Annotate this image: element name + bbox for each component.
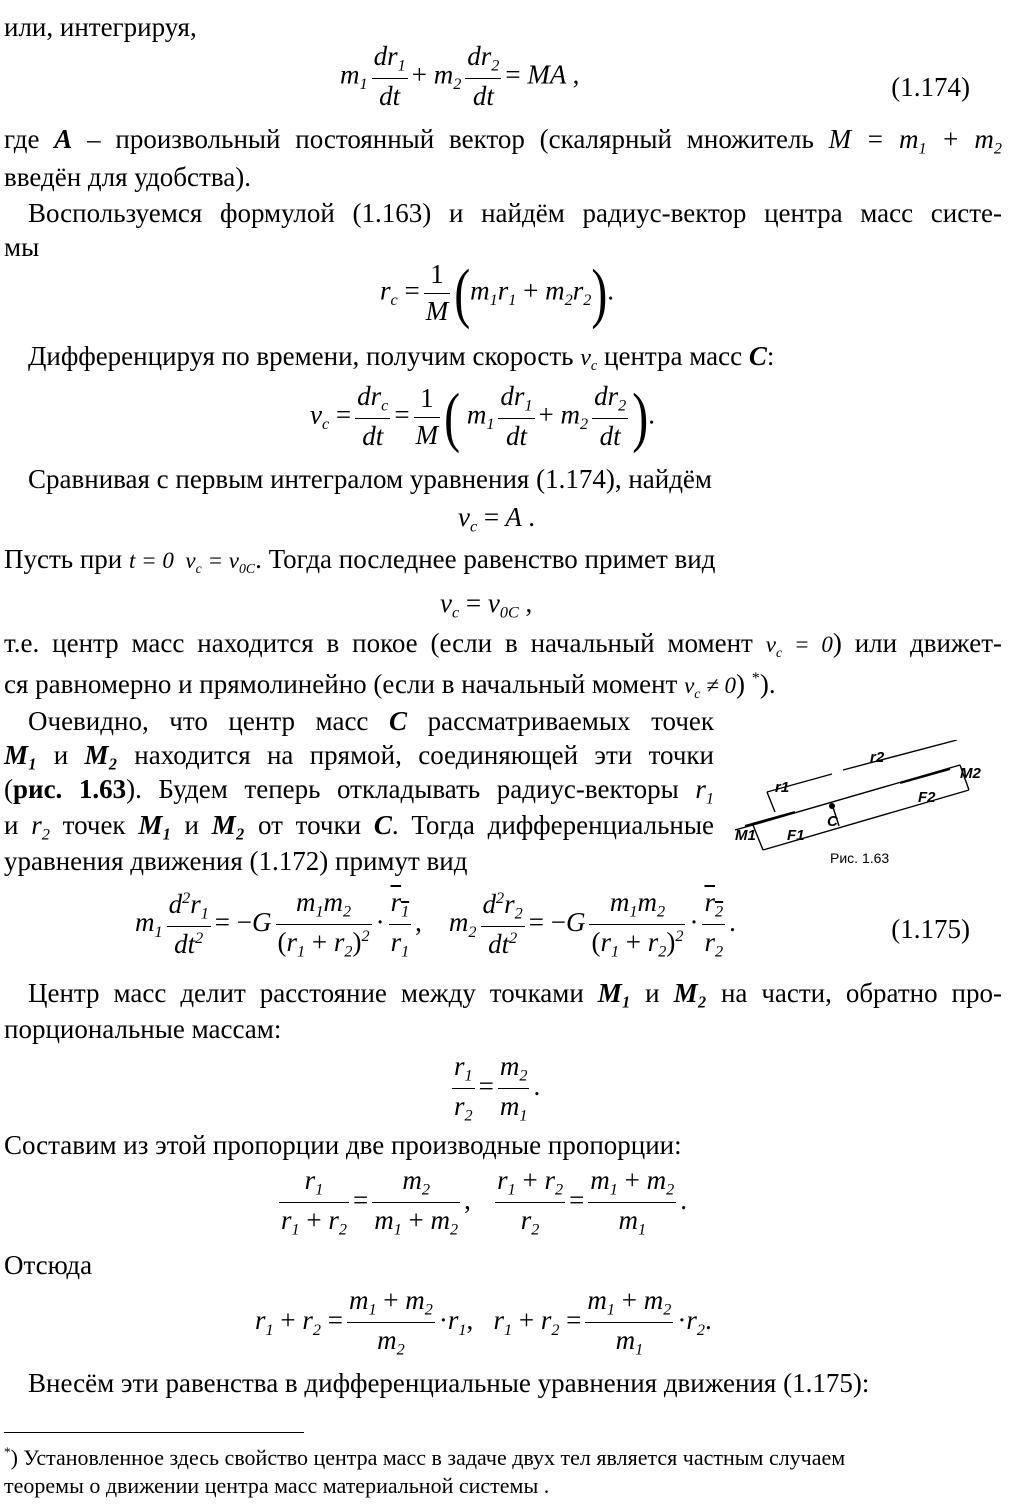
text-line: Внесём эти равенства в дифференциальные уравнения движения (1.175): — [28, 1368, 870, 1398]
text-line: Сравнивая с первым интегралом уравнения (1.174), найдём — [28, 464, 713, 494]
label-r2: r2 — [870, 749, 885, 766]
equation-rc: $r_c$ = $\frac{1}{M}$ $(m_1r_1 + m_2r_2)$. — [380, 256, 615, 331]
equation-vc: $v_c$ = $\frac{dr_c}{dt}$ = $\frac{1}{M}$ ( $m_1$ $\frac{dr_1}{dt}$ + $m_2$ $\frac{dr_2}{dt}$ ). — [310, 379, 655, 455]
figure-1-63 — [735, 740, 995, 870]
text-line: Очевидно, что центр масс C рассматриваемых точек — [28, 706, 714, 736]
text-line: где A – произвольный постоянный вектор (скалярный множитель $M = m_1 + m_2$ — [4, 124, 1002, 158]
label-M1: M1 — [735, 827, 756, 844]
label-F2: F2 — [918, 789, 936, 806]
label-C: C — [827, 813, 838, 830]
footnote-rule — [4, 1432, 304, 1433]
text-line: введён для удобства). — [4, 162, 251, 192]
text-line: Пусть при t = 0 $v_c = v_{0C}$. Тогда последнее равенство примет вид — [4, 544, 716, 576]
equation-vc-v0c: $v_c = v_{0C}$ , — [440, 588, 533, 622]
equation-ratio: $\frac{r_1}{r_2}$ = $\frac{m_2}{m_1}$ . — [454, 1051, 541, 1126]
text-line: Воспользуемся формулой (1.163) и найдём радиус-вектор центра масс систе- — [28, 198, 1002, 228]
text-line: Отсюда — [4, 1250, 93, 1280]
text-line: (рис. 1.63). Будем теперь откладывать радиус-векторы $r_1$ — [4, 774, 714, 808]
text-line: ся равномерно и прямолинейно (если в начальный момент $v_c \ne 0$) *). — [4, 669, 776, 701]
text-line: Дифференцируя по времени, получим скорость $v_c$ центра масс C: — [28, 341, 775, 375]
text-line — [4, 14, 197, 41]
text-line: Составим из этой пропорции две производные пропорции: — [4, 1130, 682, 1160]
text-line: мы — [4, 232, 40, 262]
figure-caption: Рис. 1.63 — [830, 850, 890, 866]
equation-number: (1.175) — [891, 914, 970, 944]
text-line: Центр масс делит расстояние между точками M₁ и M₂ на части, обратно про- — [28, 978, 1002, 1008]
footnote: *) Установленное здесь свойство центра масс в задаче двух тел является частным случаем теоремы о движении центра масс материальной системы . — [4, 1444, 846, 1498]
text-line: и $r_2$ точек M₁ и M₂ от точки C. Тогда дифференциальные — [4, 810, 715, 844]
text-line: уравнения движения (1.172) примут вид — [4, 846, 468, 876]
text-line: т.е. центр масс находится в покое (если в начальный момент $v_c = 0$) или движет- — [4, 628, 1002, 660]
label-F1: F1 — [787, 827, 805, 844]
equation-sums: $r_1 + r_2$ = $\frac{m_1 + m_2}{m_2}$ $\cdot r_1$, $r_1 + r_2$ = $\frac{m_1 + m_2}{m_1}$ $\cdot r_2$. — [255, 1285, 712, 1360]
equation-1-175: $m_1$ $\frac{d^2r_1}{dt^2}$ = −G $\frac{m_1m_2}{(r_1 + r_2)^2}$ · $\frac{r_1}{r_1}$ , $m_2$ $\frac{d^2r_2}{dt^2}$ = −G $\frac{m_1m_2}{(r_1 + r_2)^2}$ · $\frac{r_2}{r_2}$ . — [135, 887, 736, 962]
equation-derived-proportions: $\frac{r_1}{r_1 + r_2}$ = $\frac{m_2}{m_1 + m_2}$ , $\frac{r_1 + r_2}{r_2}$ = $\frac{m_1 + m_2}{m_1}$ . — [281, 1165, 687, 1240]
text-line: порциональные массам: — [4, 1014, 282, 1044]
label-M2: M2 — [960, 765, 981, 782]
label-r1: r1 — [775, 779, 790, 796]
equation-number: (1.174) — [891, 72, 970, 102]
text: или, интегрируя, — [4, 12, 197, 42]
equation-vc-A: $v_c = A$ . — [458, 502, 535, 536]
equation-1-174: $m_1$ $\frac{dr_1}{dt}$ + $m_2$ $\frac{dr_2}{dt}$ = MA , — [340, 41, 580, 112]
text-line: M₁ и M₂ находится на прямой, соединяющей эти точки — [4, 740, 714, 770]
